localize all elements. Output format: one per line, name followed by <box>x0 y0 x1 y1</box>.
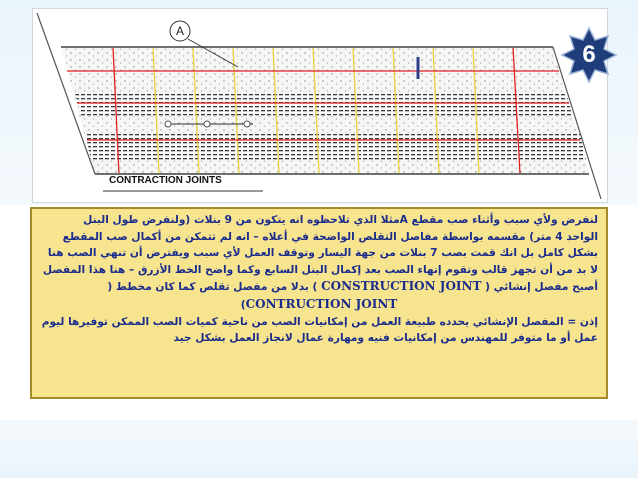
hatched-lane-top <box>75 93 573 116</box>
text-line-8: عمل أو ما متوفر للمهندس من إمكانيات فنيه ومهارة عمال لانجاز العمل بشكل جيد <box>173 332 598 345</box>
marker-a-label: A <box>175 24 185 38</box>
text-line-2: الواحد 4 متر) مقسمه بواسطة مفاصل التقلص الواضحة في أعلاه – انه لم تتمكن من أكمال صب المقطع <box>62 230 598 243</box>
slide-number-badge <box>560 26 618 84</box>
slide-number: 6 <box>582 41 596 68</box>
text-line-4: لا بد من أن تجهز قالب وتقوم إنهاء الصب بعد إكمال البنل السابع وكما واضح الخط الأزرق – هنا هذا المفصل <box>42 263 598 276</box>
hatched-lane-bottom <box>85 133 586 160</box>
contraction-joints-diagram <box>32 8 608 203</box>
text-line-5: أصبح مفصل إنشائي ( CONSTRUCTION JOINT ) بدلا من مفصل تقلص كما كان مخطط ( <box>107 279 598 294</box>
text-line-6: CONTRUCTION JOINT) <box>240 296 398 311</box>
text-line-1: لنفرض ولأي سبب وأثناء صب مقطع Aمثلا الذي تلاحظوه انه يتكون من 9 بنلات (ولنفرض طول البنل <box>83 214 598 226</box>
text-line-3: بشكل كامل بل انك قمت بصب 7 بنلات من جهة اليسار وتوقف العمل لأي سبب ويفترض أن تنهي الصب هنا <box>47 247 598 260</box>
explanation-text-box <box>30 207 608 399</box>
slide-footer-band <box>0 420 638 478</box>
text-line-7: إذن = المفصل الإنشائي يحدده طبيعة العمل من إمكانيات الصب من ناحية كميات الصب الممكن توفيرها ليوم <box>41 315 598 328</box>
diagram-svg <box>33 9 607 202</box>
diagram-caption: CONTRACTION JOINTS <box>109 175 222 186</box>
